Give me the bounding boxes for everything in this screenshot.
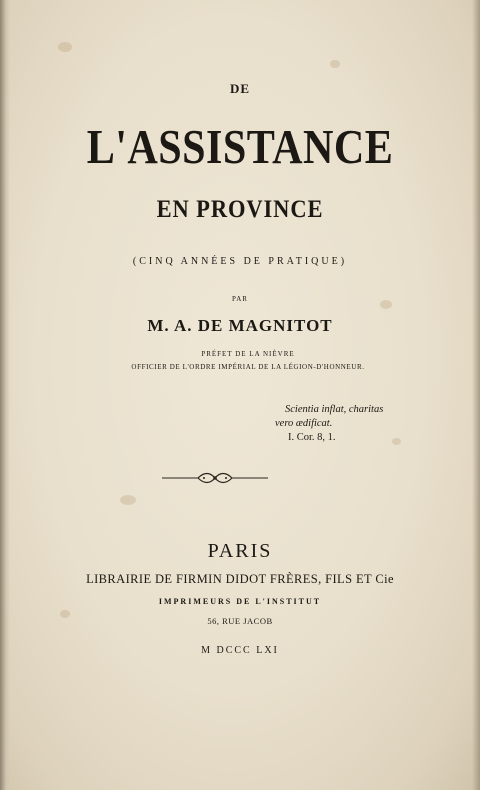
epigraph-line: vero ædificat. [275, 418, 333, 429]
page-edge [472, 0, 480, 790]
publication-city: PARIS [207, 540, 273, 562]
main-title: L'ASSISTANCE [86, 119, 394, 174]
epigraph-line: Scientia inflat, charitas [285, 404, 384, 415]
author-honor: OFFICIER DE L'ORDRE IMPÉRIAL DE LA LÉGION-D'HONNEUR. [131, 363, 365, 371]
book-gutter [0, 0, 10, 790]
author-name: M. A. DE MAGNITOT [147, 316, 333, 335]
foxing-spot [330, 60, 340, 68]
title-preposition: DE [229, 81, 251, 96]
foxing-spot [120, 495, 136, 505]
subtitle: EN PROVINCE [156, 196, 324, 223]
parenthetical-subtitle: (CINQ ANNÉES DE PRATIQUE) [132, 256, 348, 267]
printer: IMPRIMEURS DE L'INSTITUT [158, 597, 322, 606]
publication-year: M DCCC LXI [201, 645, 279, 656]
author-role: PRÉFET DE LA NIÈVRE [201, 350, 295, 358]
foxing-spot [392, 438, 401, 445]
epigraph-citation: I. Cor. 8, 1. [288, 432, 336, 443]
epigraph [275, 403, 384, 445]
by-line: PAR [232, 295, 248, 303]
ornament-divider-icon [160, 471, 270, 485]
publisher-address: 56, RUE JACOB [207, 616, 273, 626]
publisher: LIBRAIRIE DE FIRMIN DIDOT FRÈRES, FILS ET Cie [86, 572, 394, 586]
foxing-spot [58, 42, 72, 52]
